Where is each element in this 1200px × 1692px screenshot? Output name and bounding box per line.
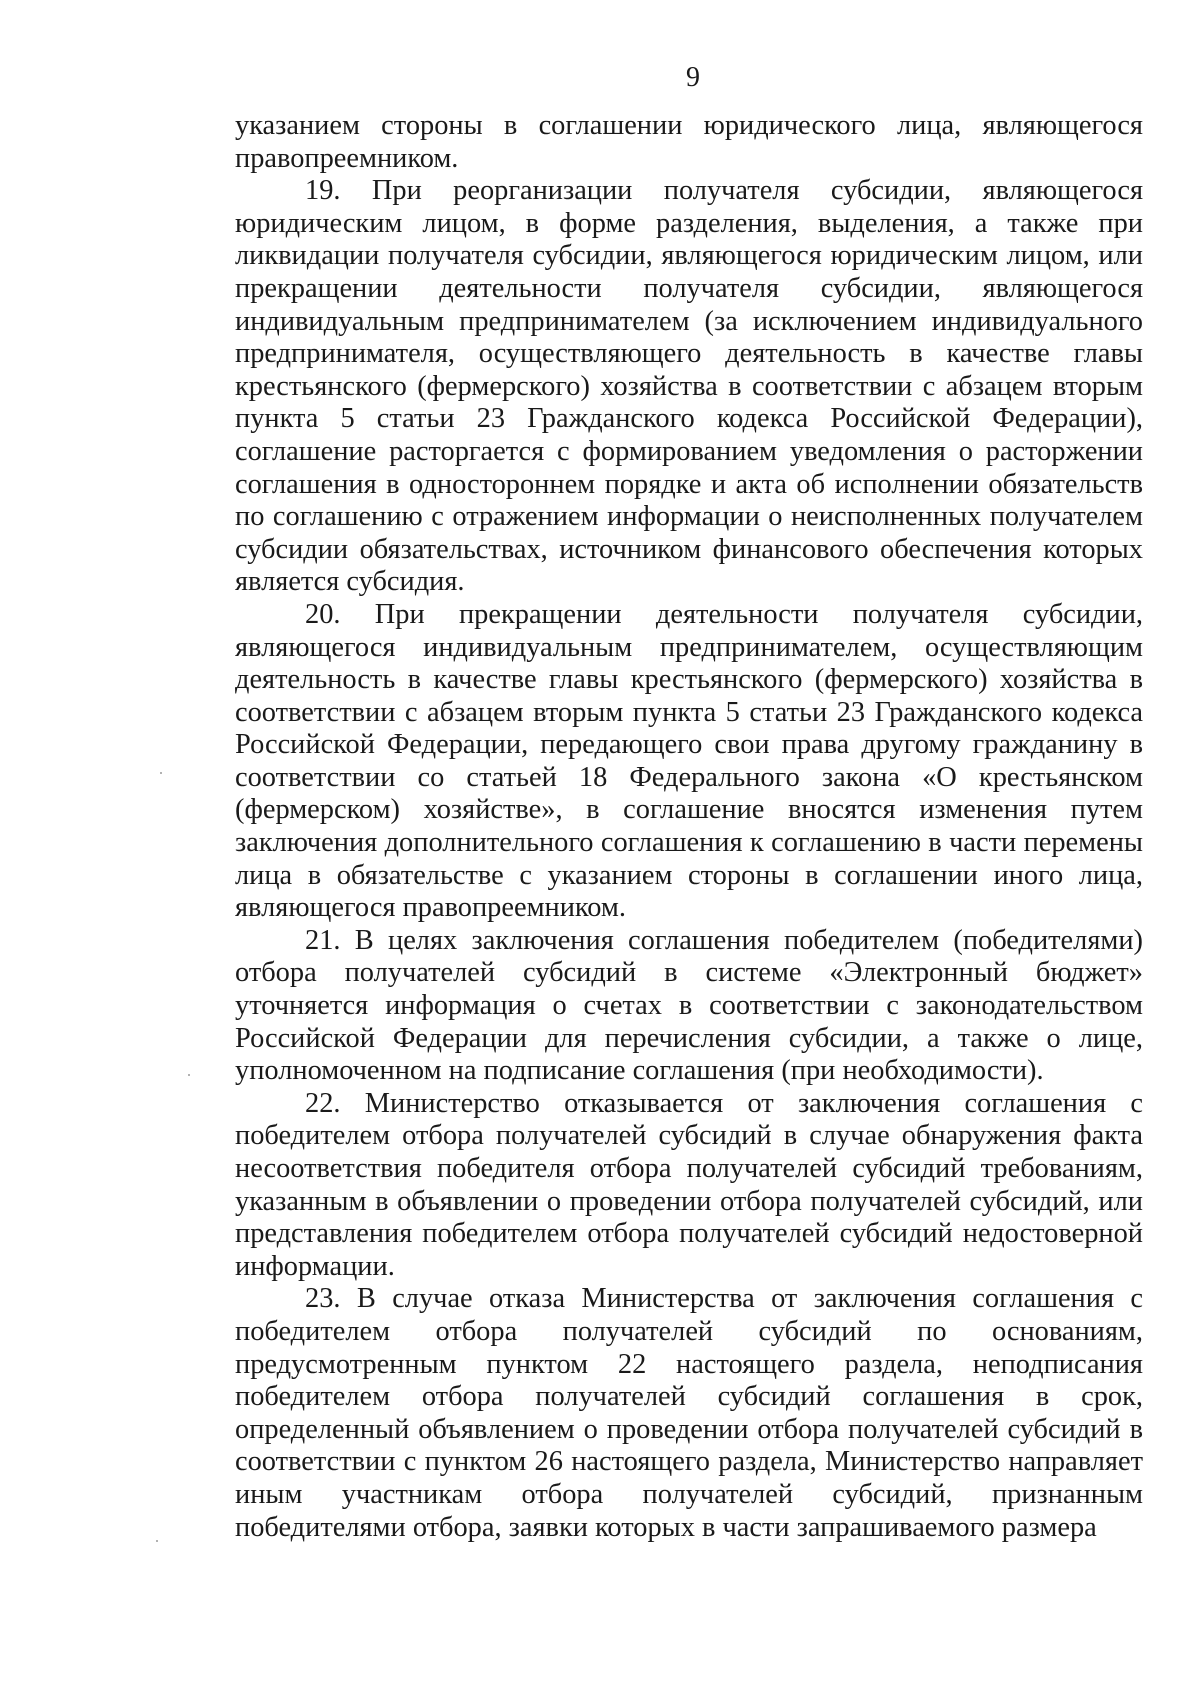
paragraph-22: 22. Министерство отказывается от заключения соглашения с победителем отбора получателей субсидий в случае обнаружения факта несоответствия победителя отбора получателей субсидий требованиям, указанным в объявлении о проведении отбора получателей субсидий, или представления победителем отбора получателей субсидий недостоверной информации. (235, 1087, 1143, 1282)
scan-speck (188, 1074, 190, 1076)
document-body (235, 110, 1143, 1544)
page-number: 9 (686, 62, 700, 93)
paragraph-continuation: указанием стороны в соглашении юридического лица, являющегося правопреемником. (235, 110, 1143, 174)
scan-speck (156, 1540, 158, 1542)
paragraph-20: 20. При прекращении деятельности получателя субсидии, являющегося индивидуальным предпринимателем, осуществляющим деятельность в качестве главы крестьянского (фермерского) хозяйства в соответствии с абзацем вторым пункта 5 статьи 23 Гражданского кодекса Российской Федерации, передающего свои права другому гражданину в соответствии со статьей 18 Федерального закона «О крестьянском (фермерском) хозяйстве», в соглашение вносятся изменения путем заключения дополнительного соглашения к соглашению в части перемены лица в обязательстве с указанием стороны в соглашении иного лица, являющегося правопреемником. (235, 598, 1143, 924)
paragraph-23: 23. В случае отказа Министерства от заключения соглашения с победителем отбора получателей субсидий по основаниям, предусмотренным пунктом 22 настоящего раздела, неподписания победителем отбора получателей субсидий соглашения в срок, определенный объявлением о проведении отбора получателей субсидий в соответствии с пунктом 26 настоящего раздела, Министерство направляет иным участникам отбора получателей субсидий, признанным победителями отбора, заявки которых в части запрашиваемого размера (235, 1283, 1143, 1543)
paragraph-21: 21. В целях заключения соглашения победителем (победителями) отбора получателей субсидий в системе «Электронный бюджет» уточняется информация о счетах в соответствии с законодательством Российской Федерации для перечисления субсидии, а также о лице, уполномоченном на подписание соглашения (при необходимости). (235, 924, 1143, 1087)
scan-speck (160, 772, 162, 774)
paragraph-19: 19. При реорганизации получателя субсидии, являющегося юридическим лицом, в форме разделения, выделения, а также при ликвидации получателя субсидии, являющегося юридическим лицом, или прекращении деятельности получателя субсидии, являющегося индивидуальным предпринимателем (за исключением индивидуального предпринимателя, осуществляющего деятельность в качестве главы крестьянского (фермерского) хозяйства в соответствии с абзацем вторым пункта 5 статьи 23 Гражданского кодекса Российской Федерации), соглашение расторгается с формированием уведомления о расторжении соглашения в одностороннем порядке и акта об исполнении обязательств по соглашению с отражением информации о неисполненных получателем субсидии обязательствах, источником финансового обеспечения которых является субсидия. (235, 175, 1143, 598)
